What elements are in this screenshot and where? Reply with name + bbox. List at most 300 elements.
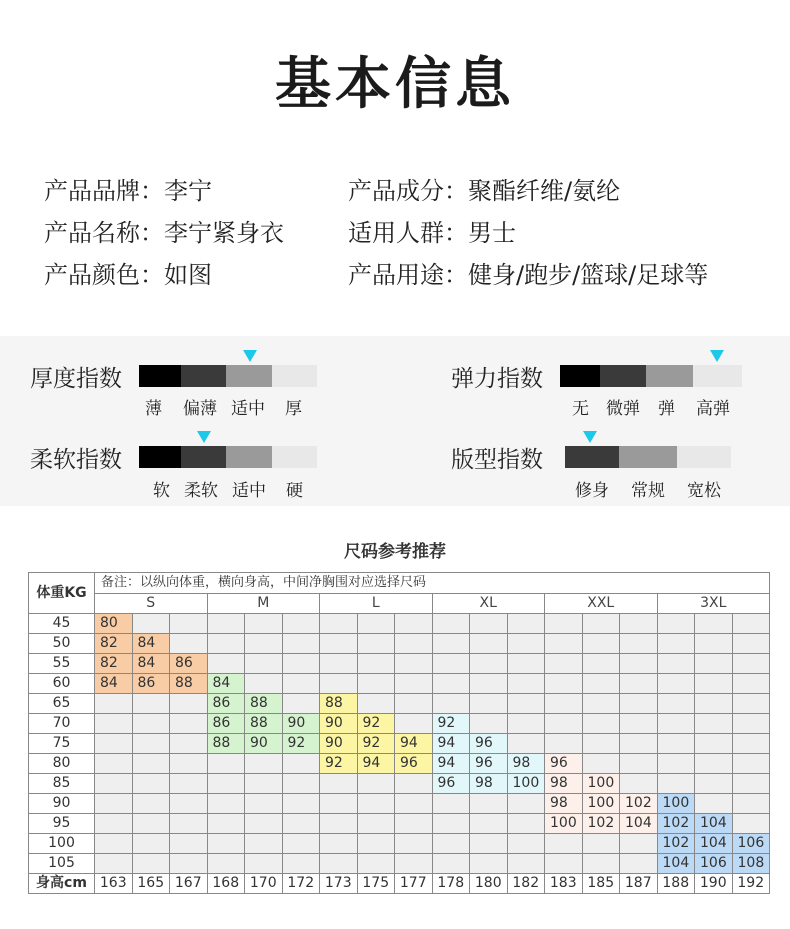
index-panel: [0, 336, 790, 506]
elasticity-marker-icon: [710, 350, 724, 362]
chest-cell: [470, 714, 508, 734]
chest-cell: [620, 754, 658, 774]
chest-cell: [357, 674, 395, 694]
chest-cell: [357, 694, 395, 714]
chest-cell: 84: [207, 674, 245, 694]
product-info-right: [348, 170, 708, 296]
chest-cell: [245, 654, 283, 674]
chest-cell: [695, 794, 733, 814]
chest-cell: 104: [620, 814, 658, 834]
chest-cell: [170, 834, 208, 854]
chest-cell: 102: [582, 814, 620, 834]
chest-cell: [620, 734, 658, 754]
chest-cell: [620, 774, 658, 794]
chest-cell: [95, 814, 133, 834]
height-cell: 177: [395, 874, 433, 894]
height-cell: 192: [732, 874, 770, 894]
fit-tick: 修身: [575, 481, 609, 501]
chest-cell: [545, 674, 583, 694]
weight-cell: 105: [29, 854, 95, 874]
chest-cell: [507, 814, 545, 834]
chest-cell: [357, 614, 395, 634]
chest-cell: [507, 714, 545, 734]
chest-cell: [395, 654, 433, 674]
chest-cell: [357, 634, 395, 654]
chest-cell: [695, 694, 733, 714]
weight-cell: 90: [29, 794, 95, 814]
chest-cell: [395, 714, 433, 734]
chest-cell: [470, 634, 508, 654]
height-cell: 173: [320, 874, 358, 894]
height-cell: 190: [695, 874, 733, 894]
chest-cell: [582, 754, 620, 774]
weight-cell: 75: [29, 734, 95, 754]
chest-cell: [95, 774, 133, 794]
chest-cell: 90: [245, 734, 283, 754]
chest-cell: [582, 714, 620, 734]
chest-cell: [582, 634, 620, 654]
elasticity-index-label: 弹力指数: [451, 366, 543, 392]
chest-cell: [432, 814, 470, 834]
chest-cell: 96: [470, 754, 508, 774]
chest-cell: [95, 794, 133, 814]
chest-cell: [395, 674, 433, 694]
table-row: [29, 754, 770, 774]
chest-cell: [732, 774, 770, 794]
size-chart-table: [28, 572, 770, 894]
chest-cell: [282, 634, 320, 654]
chest-cell: 86: [207, 694, 245, 714]
chest-cell: [357, 654, 395, 674]
chest-cell: [732, 634, 770, 654]
chest-cell: 96: [432, 774, 470, 794]
table-row: [29, 734, 770, 754]
chest-cell: [95, 754, 133, 774]
chest-cell: 96: [470, 734, 508, 754]
chest-cell: [732, 614, 770, 634]
chest-cell: [320, 614, 358, 634]
weight-cell: 60: [29, 674, 95, 694]
chest-cell: 88: [320, 694, 358, 714]
chest-cell: [320, 834, 358, 854]
table-row: [29, 794, 770, 814]
height-cell: 175: [357, 874, 395, 894]
chest-cell: [320, 674, 358, 694]
chest-cell: [132, 694, 170, 714]
size-name: XL: [432, 593, 545, 614]
table-row: [29, 694, 770, 714]
chest-cell: [282, 774, 320, 794]
chest-cell: [695, 774, 733, 794]
chest-cell: 96: [545, 754, 583, 774]
size-chart-header-row: [29, 573, 770, 594]
chest-cell: [507, 654, 545, 674]
chest-cell: [732, 794, 770, 814]
chest-cell: [245, 674, 283, 694]
chest-cell: [432, 694, 470, 714]
size-name: S: [95, 593, 208, 614]
chest-cell: 106: [732, 834, 770, 854]
chest-cell: [132, 814, 170, 834]
height-cell: 182: [507, 874, 545, 894]
chest-cell: [582, 654, 620, 674]
chest-cell: [95, 834, 133, 854]
chest-cell: [582, 694, 620, 714]
chest-cell: [695, 634, 733, 654]
chest-cell: [282, 814, 320, 834]
size-name: M: [207, 593, 320, 614]
chest-cell: [470, 654, 508, 674]
chest-cell: [357, 794, 395, 814]
chest-cell: 98: [507, 754, 545, 774]
chest-cell: [170, 614, 208, 634]
elasticity-tick: 无: [572, 399, 589, 419]
chest-cell: 108: [732, 854, 770, 874]
chest-cell: [507, 674, 545, 694]
chest-cell: [282, 754, 320, 774]
chest-cell: 90: [320, 734, 358, 754]
chest-cell: [507, 834, 545, 854]
fit-ticks: [565, 476, 745, 501]
chest-cell: [545, 854, 583, 874]
table-row: [29, 774, 770, 794]
table-row: [29, 674, 770, 694]
softness-index-label: 柔软指数: [30, 447, 122, 473]
height-cell: 170: [245, 874, 283, 894]
chest-cell: 82: [95, 634, 133, 654]
chest-cell: 80: [95, 614, 133, 634]
chest-cell: [132, 794, 170, 814]
chest-cell: [732, 714, 770, 734]
weight-cell: 70: [29, 714, 95, 734]
product-info-left: [44, 170, 284, 296]
chest-cell: [395, 634, 433, 654]
chest-cell: [695, 654, 733, 674]
chest-cell: [282, 654, 320, 674]
chest-cell: [620, 634, 658, 654]
chest-cell: [320, 654, 358, 674]
height-cell: 180: [470, 874, 508, 894]
height-cell: 165: [132, 874, 170, 894]
height-cell: 187: [620, 874, 658, 894]
fit-tick: 宽松: [687, 481, 721, 501]
chest-cell: [245, 614, 283, 634]
chest-cell: [207, 614, 245, 634]
chest-cell: [620, 854, 658, 874]
chest-cell: [545, 734, 583, 754]
height-cell: 188: [657, 874, 695, 894]
chest-cell: [695, 714, 733, 734]
chest-cell: [507, 794, 545, 814]
chest-cell: [657, 754, 695, 774]
chest-cell: [132, 714, 170, 734]
chest-cell: 86: [170, 654, 208, 674]
chest-cell: [657, 774, 695, 794]
chest-cell: [545, 614, 583, 634]
softness-tick: 适中: [232, 481, 266, 501]
chest-cell: [507, 634, 545, 654]
thickness-index-label: 厚度指数: [30, 366, 122, 392]
chest-cell: 94: [395, 734, 433, 754]
height-cell: 163: [95, 874, 133, 894]
chest-cell: [732, 674, 770, 694]
chest-cell: [207, 814, 245, 834]
chest-cell: [507, 734, 545, 754]
chest-cell: [470, 794, 508, 814]
weight-cell: 85: [29, 774, 95, 794]
chest-cell: 92: [282, 734, 320, 754]
chest-cell: [357, 854, 395, 874]
chest-cell: [470, 674, 508, 694]
table-row: [29, 714, 770, 734]
chest-cell: [207, 654, 245, 674]
chest-cell: [432, 654, 470, 674]
chest-cell: [545, 714, 583, 734]
chest-cell: [657, 674, 695, 694]
chest-cell: [620, 694, 658, 714]
chest-cell: [470, 694, 508, 714]
weight-cell: 50: [29, 634, 95, 654]
chest-cell: 84: [132, 634, 170, 654]
elasticity-tick: 弹: [658, 399, 675, 419]
chest-cell: [470, 814, 508, 834]
thickness-tick: 适中: [231, 399, 265, 419]
weight-cell: 80: [29, 754, 95, 774]
chest-cell: [732, 814, 770, 834]
chest-cell: [132, 614, 170, 634]
chest-cell: 92: [432, 714, 470, 734]
chest-cell: 102: [657, 814, 695, 834]
chest-cell: [732, 694, 770, 714]
chest-cell: 98: [470, 774, 508, 794]
chest-cell: [695, 674, 733, 694]
chest-cell: [507, 614, 545, 634]
chest-cell: [170, 714, 208, 734]
chest-cell: [95, 854, 133, 874]
height-cell: 183: [545, 874, 583, 894]
chest-cell: [282, 854, 320, 874]
size-chart-title: 尺码参考推荐: [344, 542, 446, 562]
elasticity-tick: 高弹: [696, 399, 730, 419]
chest-cell: [432, 614, 470, 634]
size-name: 3XL: [657, 593, 770, 614]
elasticity-ticks: [560, 394, 750, 419]
thickness-ticks: [139, 394, 319, 419]
chest-cell: 96: [395, 754, 433, 774]
chest-cell: [507, 694, 545, 714]
chest-cell: [132, 754, 170, 774]
elasticity-scale-bar: [560, 365, 742, 387]
chest-cell: [207, 754, 245, 774]
chest-cell: [170, 774, 208, 794]
chest-cell: [395, 854, 433, 874]
chest-cell: 100: [545, 814, 583, 834]
table-row: [29, 614, 770, 634]
chest-cell: [320, 794, 358, 814]
chest-cell: [95, 694, 133, 714]
chest-cell: 92: [357, 734, 395, 754]
chest-cell: [207, 774, 245, 794]
height-row: [29, 874, 770, 894]
height-header: 身高cm: [29, 874, 95, 894]
chest-cell: [582, 734, 620, 754]
chest-cell: [507, 854, 545, 874]
softness-tick: 硬: [286, 481, 303, 501]
chest-cell: 90: [282, 714, 320, 734]
material-line: 产品成分：聚酯纤维/氨纶: [348, 177, 621, 205]
chest-cell: [170, 734, 208, 754]
chest-cell: [282, 614, 320, 634]
chest-cell: [432, 674, 470, 694]
fit-scale-bar: [565, 446, 731, 468]
chest-cell: [620, 674, 658, 694]
chest-cell: [245, 754, 283, 774]
chest-cell: 84: [132, 654, 170, 674]
chest-cell: [432, 634, 470, 654]
chest-cell: 88: [170, 674, 208, 694]
chest-cell: [245, 854, 283, 874]
chest-cell: [657, 654, 695, 674]
chest-cell: [395, 794, 433, 814]
chest-cell: [657, 714, 695, 734]
chest-cell: [282, 674, 320, 694]
chest-cell: [207, 834, 245, 854]
softness-tick: 软: [153, 481, 170, 501]
chest-cell: 86: [132, 674, 170, 694]
table-row: [29, 634, 770, 654]
chest-cell: [582, 834, 620, 854]
chest-cell: 90: [320, 714, 358, 734]
chest-cell: 100: [582, 774, 620, 794]
chest-cell: 106: [695, 854, 733, 874]
chest-cell: [545, 694, 583, 714]
chest-cell: [282, 694, 320, 714]
chest-cell: 82: [95, 654, 133, 674]
chest-cell: [545, 634, 583, 654]
chest-cell: [620, 614, 658, 634]
chest-cell: [545, 654, 583, 674]
chest-cell: [357, 814, 395, 834]
size-name: L: [320, 593, 433, 614]
chest-cell: [95, 734, 133, 754]
chest-cell: [207, 854, 245, 874]
chest-cell: [695, 754, 733, 774]
chest-cell: 100: [582, 794, 620, 814]
chest-cell: [170, 854, 208, 874]
weight-header: 体重KG: [29, 573, 95, 614]
chest-cell: [245, 814, 283, 834]
chest-cell: [95, 714, 133, 734]
chest-cell: [395, 614, 433, 634]
chest-cell: [207, 634, 245, 654]
chest-cell: [582, 854, 620, 874]
chest-cell: [245, 794, 283, 814]
weight-cell: 100: [29, 834, 95, 854]
chest-cell: 92: [320, 754, 358, 774]
thickness-marker-icon: [243, 350, 257, 362]
softness-tick: 柔软: [184, 481, 218, 501]
fit-marker-icon: [583, 431, 597, 443]
weight-cell: 45: [29, 614, 95, 634]
page-title: 基本信息: [275, 52, 515, 117]
chest-cell: [732, 654, 770, 674]
chest-cell: [170, 754, 208, 774]
chest-cell: [132, 834, 170, 854]
table-row: [29, 854, 770, 874]
chest-cell: 104: [657, 854, 695, 874]
chest-cell: [432, 854, 470, 874]
chest-cell: [282, 794, 320, 814]
table-row: [29, 814, 770, 834]
chest-cell: 102: [657, 834, 695, 854]
chest-cell: [695, 734, 733, 754]
height-cell: 185: [582, 874, 620, 894]
softness-marker-icon: [197, 431, 211, 443]
chest-cell: [657, 694, 695, 714]
chest-cell: [320, 854, 358, 874]
chest-cell: [620, 654, 658, 674]
thickness-tick: 偏薄: [183, 399, 217, 419]
chest-cell: [357, 774, 395, 794]
softness-ticks: [139, 476, 319, 501]
size-name-row: [29, 593, 770, 614]
chest-cell: [395, 774, 433, 794]
chest-cell: [620, 834, 658, 854]
chest-cell: 104: [695, 814, 733, 834]
chest-cell: 100: [657, 794, 695, 814]
chest-cell: [207, 794, 245, 814]
chest-cell: 84: [95, 674, 133, 694]
softness-scale-bar: [139, 446, 317, 468]
chest-cell: [732, 734, 770, 754]
chest-cell: 92: [357, 714, 395, 734]
chest-cell: [582, 674, 620, 694]
thickness-tick: 厚: [285, 399, 302, 419]
chest-cell: [132, 734, 170, 754]
chest-cell: [170, 794, 208, 814]
chest-cell: [245, 774, 283, 794]
fit-tick: 常规: [631, 481, 665, 501]
chest-cell: [170, 694, 208, 714]
chest-cell: [582, 614, 620, 634]
color-line: 产品颜色：如图: [44, 261, 212, 289]
chest-cell: [245, 634, 283, 654]
chest-cell: 102: [620, 794, 658, 814]
chest-cell: [357, 834, 395, 854]
chest-cell: 98: [545, 774, 583, 794]
chest-cell: 88: [245, 694, 283, 714]
chest-cell: [170, 814, 208, 834]
chest-cell: [170, 634, 208, 654]
chest-cell: 94: [432, 734, 470, 754]
height-cell: 168: [207, 874, 245, 894]
usage-line: 产品用途：健身/跑步/篮球/足球等: [348, 261, 709, 289]
thickness-tick: 薄: [145, 399, 162, 419]
elasticity-tick: 微弹: [606, 399, 640, 419]
weight-cell: 95: [29, 814, 95, 834]
chest-cell: [282, 834, 320, 854]
thickness-scale-bar: [139, 365, 317, 387]
chest-cell: 86: [207, 714, 245, 734]
chest-cell: [432, 834, 470, 854]
fit-index-label: 版型指数: [451, 447, 543, 473]
weight-cell: 65: [29, 694, 95, 714]
chest-cell: [470, 614, 508, 634]
chest-cell: 94: [357, 754, 395, 774]
chest-cell: [132, 774, 170, 794]
chest-cell: [695, 614, 733, 634]
product-name-line: 产品名称：李宁紧身衣: [44, 219, 284, 247]
